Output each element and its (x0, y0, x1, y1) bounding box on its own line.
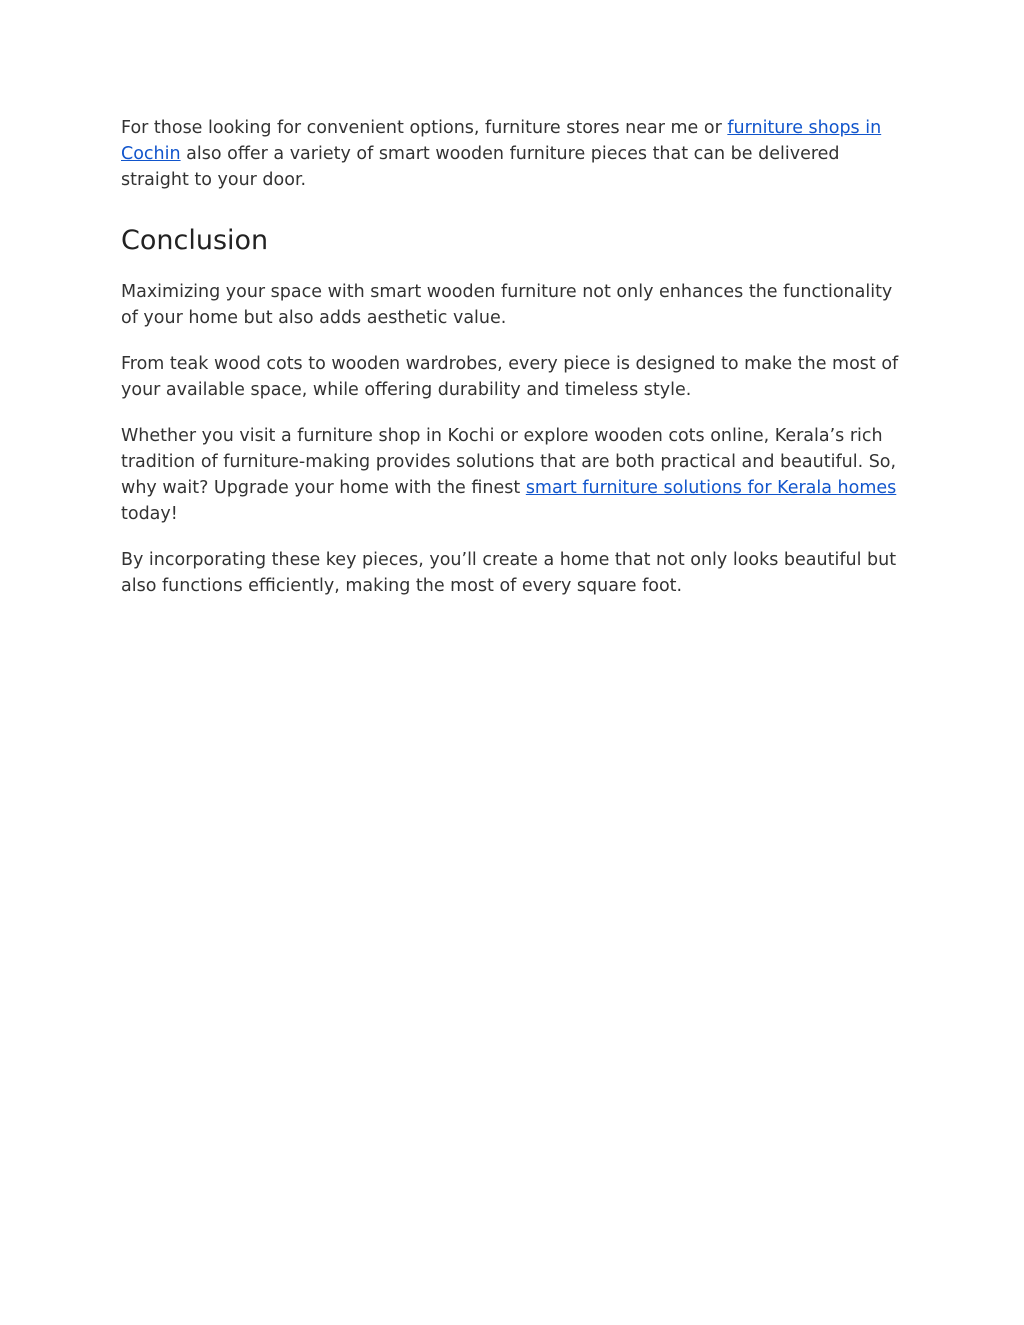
intro-paragraph (121, 115, 901, 193)
conclusion-paragraph-2: From teak wood cots to wooden wardrobes, every piece is designed to make the most of your available space, while offering durability and timeless style. (121, 354, 899, 400)
conclusion-paragraph-1: Maximizing your space with smart wooden furniture not only enhances the functionality of your home but also adds aesthetic value. (121, 282, 893, 328)
furniture-shops-cochin-link[interactable]: furniture shops in Cochin (121, 118, 882, 164)
conclusion-paragraph-4: By incorporating these key pieces, you’ll create a home that not only looks beautiful but also functions efficiently, making the most of every square foot. (121, 550, 897, 596)
conclusion-paragraph-3 (121, 423, 901, 527)
smart-furniture-solutions-link[interactable]: smart furniture solutions for Kerala homes (525, 478, 897, 498)
paragraph-3-text-after-link: today! (121, 504, 178, 524)
document-page (121, 115, 901, 619)
intro-text-after-link: also offer a variety of smart wooden furniture pieces that can be delivered straight to your door. (121, 144, 840, 190)
paragraph-3-text-before-link: Whether you visit a furniture shop in Kochi or explore wooden cots online, Kerala’s rich tradition of furniture-making provides solutions that are both practical and beautiful. So, why wait? Upgrade your home with the finest (121, 426, 897, 498)
intro-text-before-link: For those looking for convenient options, furniture stores near me or (121, 118, 728, 138)
conclusion-heading: Conclusion (121, 225, 269, 256)
